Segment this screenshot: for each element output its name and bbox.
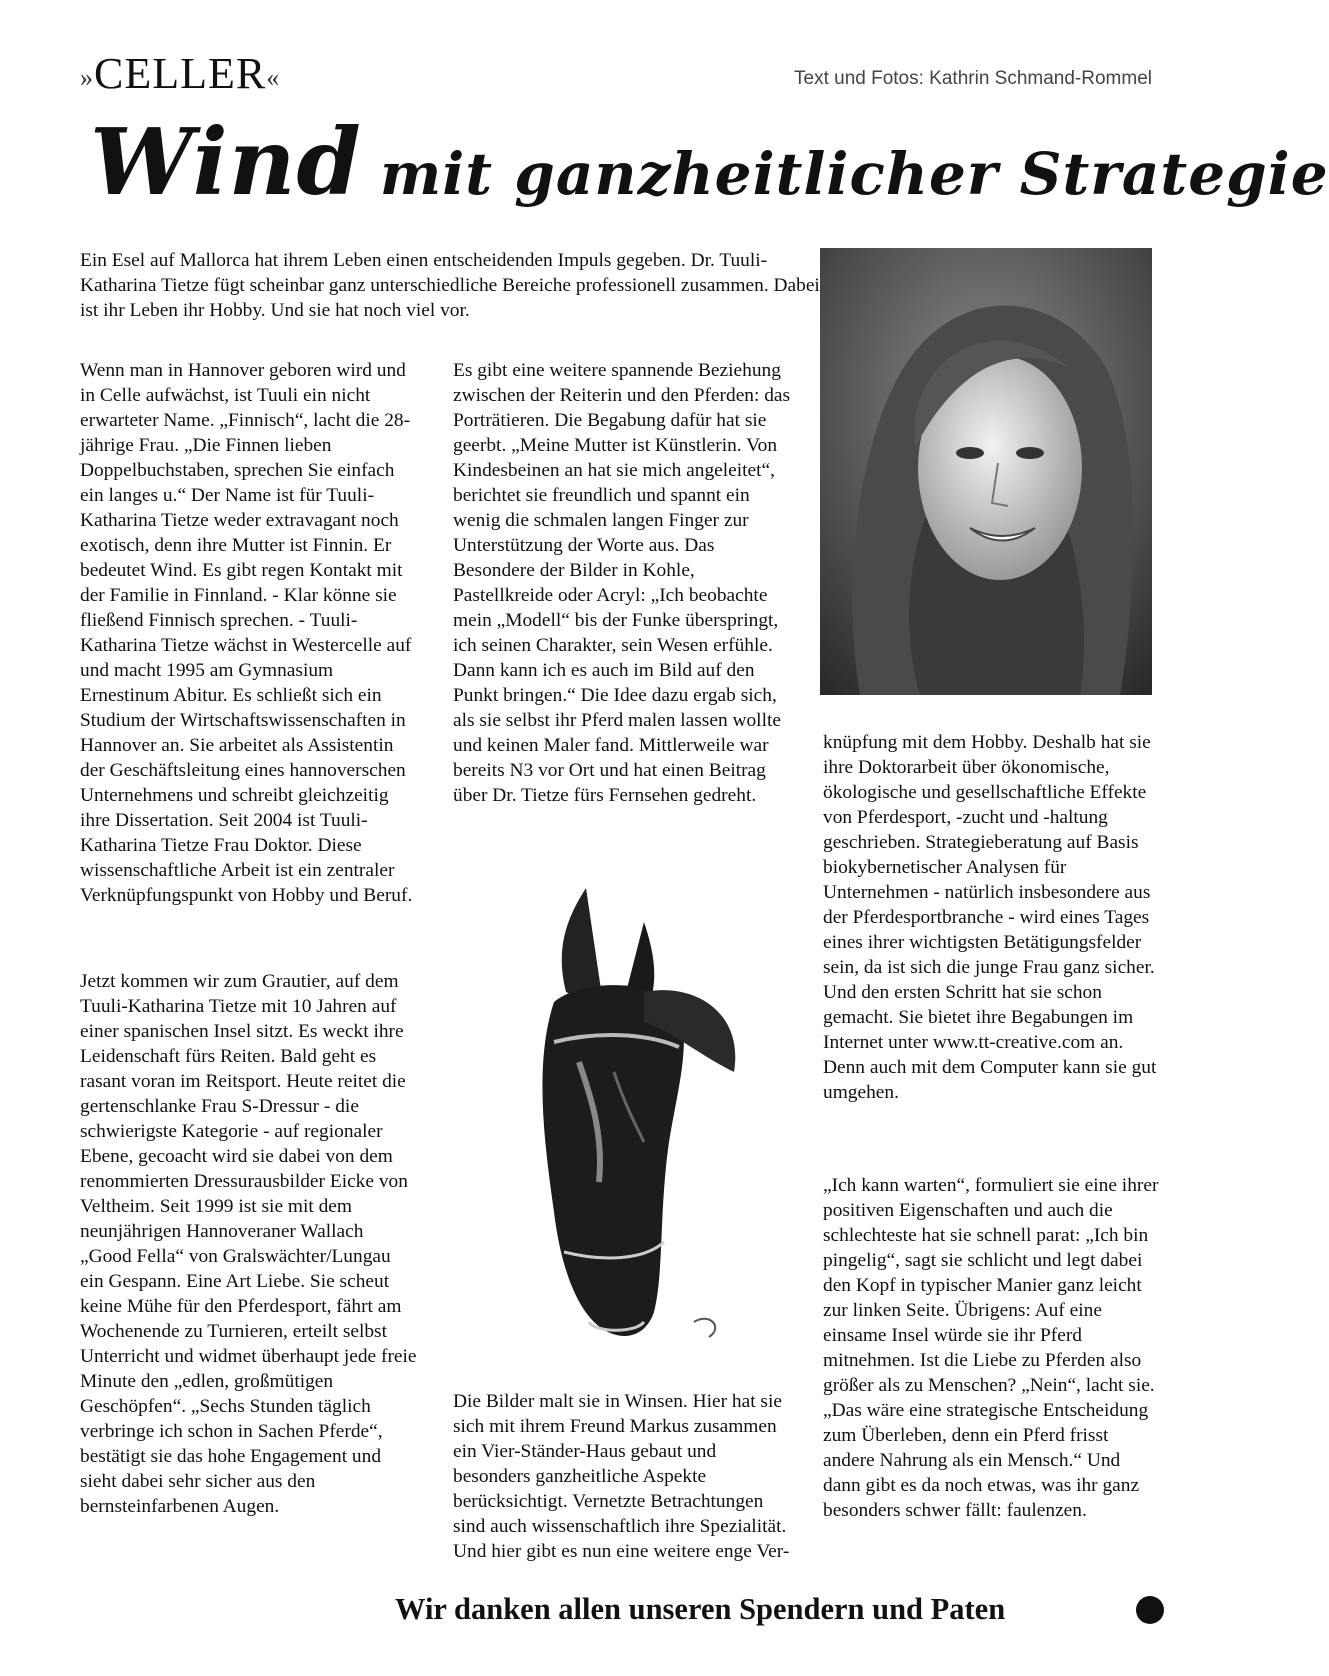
column-1-paragraph-1: Wenn man in Hannover geboren wird und in Celle aufwächst, ist Tuuli ein nicht erwarteter Name. „Finnisch“, lacht die 28-jährige Frau. „Die Finnen lieben Doppelbuchstaben, sprechen Sie einfach ein langes u.“ Der Name ist für Tuuli-Katharina Tietze weder extravagant noch exotisch, denn ihre Mutter ist Finnin. Er bedeutet Wind. Es gibt regen Kontakt mit der Familie in Finnland. - Klar könne sie fließend Finnisch sprechen. - Tuuli-Katharina Tietze wächst in Westercelle auf und macht 1995 am Gymnasium Ernestinum Abitur. Es schließt sich ein Studium der Wirtschaftswissenschaften in Hannover an. Sie arbeitet als Assistentin der Geschäftsleitung eines hannoverschen Unternehmens und schreibt gleichzeitig ihre Dissertation. Seit 2004 ist Tuuli-Katharina Tietze Frau Doktor. Diese wissenschaftliche Arbeit ist ein zentraler Verknüpfungspunkt von Hobby und Beruf. — [80, 360, 413, 906]
portrait-illustration — [820, 248, 1152, 695]
lead-paragraph: Ein Esel auf Mallorca hat ihrem Leben einen entscheidenden Impuls gegeben. Dr. Tuuli-Katharina Tietze fügt scheinbar ganz unterschiedliche Bereiche professionell zusammen. Dabei ist ihr Leben ihr Hobby. Und sie hat noch viel vor. — [80, 250, 820, 321]
kicker-quote-open: » — [80, 62, 94, 92]
headline-first-word: Wind — [90, 108, 362, 216]
column-2-paragraph-2: Die Bilder malt sie in Winsen. Hier hat sie sich mit ihrem Freund Markus zusammen ein Vier-Ständer-Haus gebaut und besonders ganzheitliche Aspekte berücksichtigt. Vernetzte Betrachtungen sind auch wissenschaftlich ihre Spezialität. Und hier gibt es nun eine weitere enge Ver- — [453, 1391, 790, 1562]
column-1-paragraph-2: Jetzt kommen wir zum Grautier, auf dem Tuuli-Katharina Tietze mit 10 Jahren auf einer spanischen Insel sitzt. Es weckt ihre Leidenschaft fürs Reiten. Bald geht es rasant voran im Reitsport. Heute reitet die gertenschlanke Frau S-Dressur - die schwierigste Kategorie - auf regionaler Ebene, gecoacht wird sie dabei von dem renommierten Dressurausbilder Eicke von Veltheim. Seit 1999 ist sie mit dem neunjährigen Hannoveraner Wallach „Good Fella“ von Gralswächter/Lungau ein Gespann. Eine Art Liebe. Sie scheut keine Mühe für den Pferdesport, fährt am Wochenende zu Turnieren, erteilt selbst Unterricht und widmet überhaupt jede freie Minute den „edlen, großmütigen Geschöpfen“. „Sechs Stunden täglich verbringe ich schon in Sachen Pferde“, bestätigt sie das hohe Engagement und sieht dabei sehr sicher aus den bernsteinfarbenen Augen. — [80, 971, 417, 1517]
kicker-quote-close: « — [266, 62, 281, 92]
author-credit: Text und Fotos: Kathrin Schmand-Rommel — [794, 68, 1152, 89]
horse-illustration — [494, 882, 766, 1358]
footer-bullet-icon — [1136, 1596, 1164, 1624]
kicker-label: CELLER — [94, 49, 267, 98]
column-2-paragraph-1: Es gibt eine weitere spannende Beziehung zwischen der Reiterin und den Pferden: das Porträtieren. Die Begabung dafür hat sie geerbt. „Meine Mutter ist Künstlerin. Von Kindesbeinen an hat sie mich angeleitet“, berichtet sie freundlich und spannt ein wenig die schmalen langen Finger zur Unterstützung der Worte aus. Das Besondere der Bilder in Kohle, Pastellkreide oder Acryl: „Ich beobachte mein „Modell“ bis der Funke überspringt, ich seinen Charakter, sein Wesen erfühle. Dann kann ich es auch im Bild auf den Punkt bringen.“ Die Idee dazu ergab sich, als sie selbst ihr Pferd malen lassen wollte und keinen Maler fand. Mittlerweile war bereits N3 vor Ort und hat einen Beitrag über Dr. Tietze fürs Fernsehen gedreht. — [453, 360, 791, 806]
footer-thanks: Wir danken allen unseren Spendern und Paten — [395, 1592, 1006, 1626]
portrait-photo — [820, 248, 1152, 695]
horse-painting — [494, 882, 766, 1358]
column-3-paragraph-1: knüpfung mit dem Hobby. Deshalb hat sie ihre Doktorarbeit über ökonomische, ökologische und gesellschaftliche Effekte von Pferdesport, -zucht und -haltung geschrieben. Strategieberatung auf Basis biokybernetischer Analysen für Unternehmen - natürlich insbesondere aus der Pferdesportbranche - wird eines Tages eines ihrer wichtigsten Betätigungsfelder sein, da ist sich die junge Frau ganz sicher. Und den ersten Schritt hat sie schon gemacht. Sie bietet ihre Begabungen im Internet unter www.tt-creative.com an. Denn auch mit dem Computer kann sie gut umgehen. — [823, 732, 1157, 1103]
section-kicker — [80, 48, 280, 99]
headline-rest: mit ganzheitlicher Strategie — [379, 140, 1329, 208]
headline — [90, 108, 1329, 216]
column-3-paragraph-2: „Ich kann warten“, formuliert sie eine ihrer positiven Eigenschaften und auch die schlechteste hat sie schnell parat: „Ich bin pingelig“, sagt sie schlicht und legt dabei den Kopf in typischer Manier ganz leicht zur linken Seite. Übrigens: Auf eine einsame Insel würde sie ihr Pferd mitnehmen. Ist die Liebe zu Pferden also größer als zu Menschen? „Nein“, lacht sie. „Das wäre eine strategische Entscheidung zum Überleben, denn ein Pferd frisst andere Nahrung als ein Mensch.“ Und dann gibt es da noch etwas, was ihr ganz besonders schwer fällt: faulenzen. — [823, 1175, 1159, 1521]
